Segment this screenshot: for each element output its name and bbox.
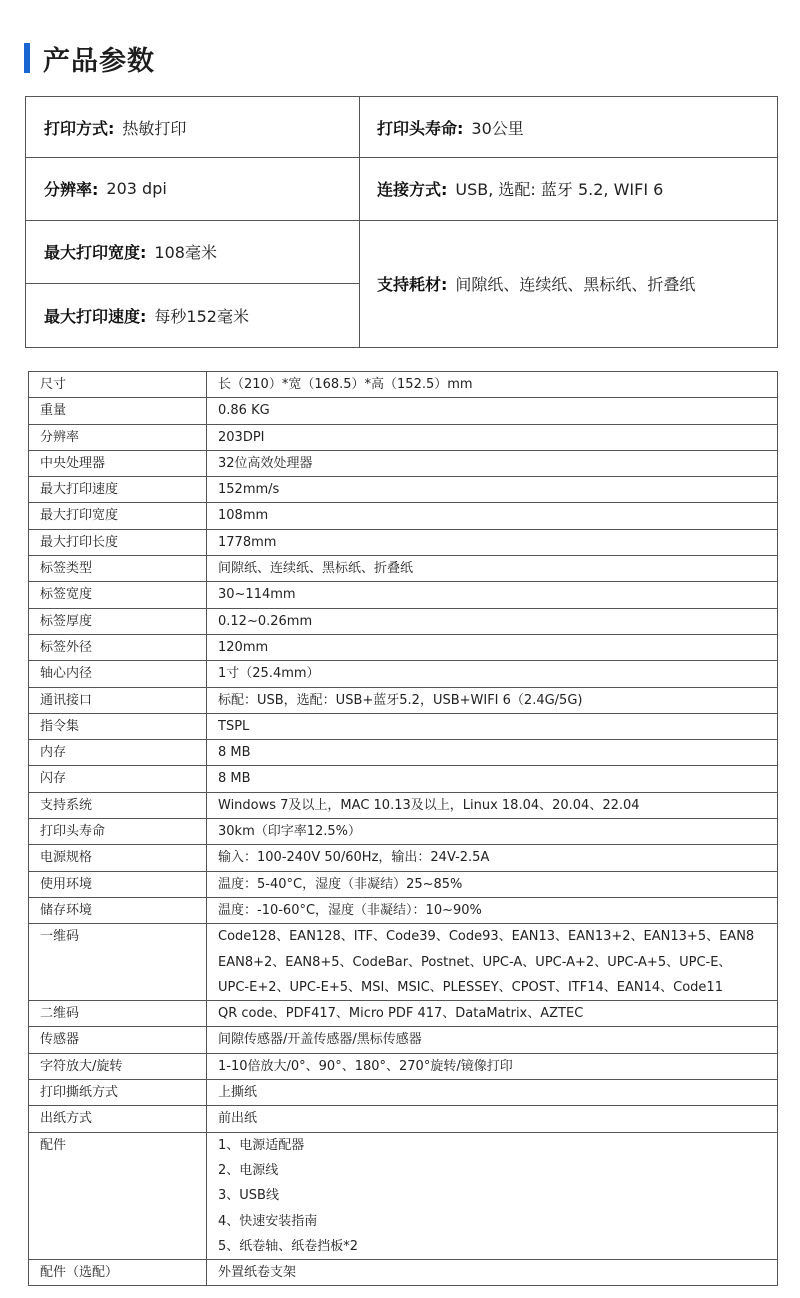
spec-value-line: 0.86 KG	[218, 403, 270, 419]
spec-value	[207, 1260, 778, 1286]
spec-row	[29, 1260, 778, 1286]
spec-value	[207, 450, 778, 476]
spec-key: 标签外径	[29, 634, 207, 660]
spec-table	[28, 371, 778, 1286]
summary-grid	[25, 96, 778, 348]
summary-label: 分辨率:	[44, 180, 99, 199]
summary-max-speed	[26, 283, 359, 347]
spec-value	[207, 819, 778, 845]
spec-row	[29, 687, 778, 713]
summary-label: 支持耗材:	[377, 275, 448, 294]
spec-row	[29, 897, 778, 923]
spec-row	[29, 529, 778, 555]
spec-row	[29, 1053, 778, 1079]
spec-key: 二维码	[29, 1001, 207, 1027]
spec-row	[29, 792, 778, 818]
spec-value	[207, 424, 778, 450]
summary-label: 打印方式:	[44, 118, 115, 138]
summary-connection	[359, 157, 777, 220]
spec-row	[29, 582, 778, 608]
spec-value	[207, 503, 778, 529]
spec-value-line: 0.12~0.26mm	[218, 613, 313, 629]
spec-key: 字符放大/旋转	[29, 1053, 207, 1079]
spec-row	[29, 1132, 778, 1259]
spec-value	[207, 1027, 778, 1053]
spec-value-line: 108mm	[218, 508, 269, 524]
spec-value-line: TSPL	[218, 718, 250, 734]
summary-value: USB, 选配: 蓝牙 5.2, WIFI 6	[455, 180, 664, 199]
spec-value	[207, 845, 778, 871]
spec-value-line: 1寸（25.4mm）	[218, 666, 320, 682]
spec-key: 分辨率	[29, 424, 207, 450]
summary-value: 间隙纸、连续纸、黑标纸、折叠纸	[455, 275, 696, 294]
summary-value: 203 dpi	[106, 179, 167, 198]
spec-key: 电源规格	[29, 845, 207, 871]
spec-key: 使用环境	[29, 871, 207, 897]
spec-key: 打印撕纸方式	[29, 1080, 207, 1106]
spec-value	[207, 477, 778, 503]
summary-head-life	[359, 97, 777, 157]
spec-row	[29, 845, 778, 871]
spec-row	[29, 819, 778, 845]
spec-row	[29, 1106, 778, 1132]
spec-value	[207, 792, 778, 818]
spec-key: 通讯接口	[29, 687, 207, 713]
spec-value-line: 标配：USB，选配：USB+蓝牙5.2，USB+WIFI 6（2.4G/5G)	[218, 692, 583, 708]
summary-label: 最大打印宽度:	[44, 243, 147, 262]
summary-label: 连接方式:	[377, 180, 448, 199]
spec-value-line: EAN8+2、EAN8+5、CodeBar、Postnet、UPC-A、UPC-A+2、UPC-A+5、UPC-E、	[218, 954, 732, 970]
spec-value-line: 8 MB	[218, 771, 251, 787]
header-accent-bar	[24, 43, 30, 73]
spec-row	[29, 661, 778, 687]
spec-value-line: 32位高效处理器	[218, 455, 313, 471]
spec-value	[207, 897, 778, 923]
spec-row	[29, 634, 778, 660]
spec-value	[207, 1053, 778, 1079]
spec-value	[207, 608, 778, 634]
spec-value	[207, 634, 778, 660]
spec-value	[207, 1106, 778, 1132]
spec-row	[29, 450, 778, 476]
spec-key: 配件（选配）	[29, 1260, 207, 1286]
spec-value-line: Windows 7及以上，MAC 10.13及以上，Linux 18.04、20.04、22.04	[218, 797, 640, 813]
spec-value-line: 1778mm	[218, 534, 277, 550]
spec-value-line: 间隙传感器/开盖传感器/黑标传感器	[218, 1032, 422, 1048]
spec-value-line: 2、电源线	[218, 1162, 279, 1178]
spec-value	[207, 766, 778, 792]
spec-key: 出纸方式	[29, 1106, 207, 1132]
spec-row	[29, 924, 778, 1001]
spec-key: 打印头寿命	[29, 819, 207, 845]
spec-value-line: 间隙纸、连续纸、黑标纸、折叠纸	[218, 561, 414, 577]
spec-value	[207, 871, 778, 897]
summary-print-method	[26, 97, 359, 157]
spec-key: 闪存	[29, 766, 207, 792]
spec-value-line: 4、快速安装指南	[218, 1213, 318, 1229]
summary-value: 30公里	[471, 118, 524, 138]
spec-key: 配件	[29, 1132, 207, 1259]
spec-value	[207, 529, 778, 555]
spec-key: 储存环境	[29, 897, 207, 923]
spec-key: 标签厚度	[29, 608, 207, 634]
spec-row	[29, 871, 778, 897]
spec-row	[29, 608, 778, 634]
summary-resolution	[26, 157, 359, 220]
spec-value-line: 30km（印字率12.5%）	[218, 824, 362, 840]
spec-row	[29, 477, 778, 503]
spec-value-line: 外置纸卷支架	[218, 1265, 297, 1281]
spec-row	[29, 1001, 778, 1027]
spec-key: 轴心内径	[29, 661, 207, 687]
spec-value-line: 203DPI	[218, 429, 265, 445]
summary-label: 最大打印速度:	[44, 306, 147, 326]
spec-key: 最大打印速度	[29, 477, 207, 503]
spec-row	[29, 713, 778, 739]
spec-value	[207, 661, 778, 687]
summary-value: 每秒152毫米	[154, 306, 249, 326]
spec-value-line: 152mm/s	[218, 482, 280, 498]
spec-row	[29, 372, 778, 398]
spec-value-line: 30~114mm	[218, 587, 296, 603]
summary-label: 打印头寿命:	[377, 118, 464, 138]
spec-value	[207, 556, 778, 582]
spec-value-line: 温度：5-40°C，湿度（非凝结）25~85%	[218, 876, 463, 892]
spec-row	[29, 1080, 778, 1106]
spec-value	[207, 582, 778, 608]
summary-value: 108毫米	[154, 243, 217, 262]
spec-value-line: 5、纸卷轴、纸卷挡板*2	[218, 1238, 359, 1254]
spec-row	[29, 766, 778, 792]
spec-value	[207, 1001, 778, 1027]
spec-key: 尺寸	[29, 372, 207, 398]
spec-row	[29, 424, 778, 450]
spec-value	[207, 398, 778, 424]
spec-table-body	[29, 372, 778, 1286]
spec-value-line: UPC-E+2、UPC-E+5、MSI、MSIC、PLESSEY、CPOST、ITF14、EAN14、Code11	[218, 979, 723, 995]
spec-value-line: 120mm	[218, 639, 269, 655]
spec-key: 内存	[29, 740, 207, 766]
spec-row	[29, 1027, 778, 1053]
spec-value	[207, 687, 778, 713]
spec-value	[207, 924, 778, 1001]
spec-row	[29, 398, 778, 424]
spec-value-line: 前出纸	[218, 1111, 258, 1127]
spec-value-line: 输入：100-240V 50/60Hz，输出：24V-2.5A	[218, 850, 490, 866]
spec-value-line: 长（210）*宽（168.5）*高（152.5）mm	[218, 377, 473, 392]
spec-value	[207, 713, 778, 739]
summary-consumables	[359, 220, 777, 347]
spec-key: 传感器	[29, 1027, 207, 1053]
spec-row	[29, 503, 778, 529]
summary-value: 热敏打印	[122, 118, 187, 138]
spec-value-line: Code128、EAN128、ITF、Code39、Code93、EAN13、EAN13+2、EAN13+5、EAN8	[218, 929, 755, 945]
section-header	[24, 40, 155, 76]
spec-value-line: 上撕纸	[218, 1085, 258, 1101]
spec-value-line: 1-10倍放大/0°、90°、180°、270°旋转/镜像打印	[218, 1058, 513, 1074]
summary-max-width	[26, 220, 359, 283]
spec-key: 一维码	[29, 924, 207, 1001]
spec-value-line: QR code、PDF417、Micro PDF 417、DataMatrix、AZTEC	[218, 1006, 584, 1022]
spec-key: 指令集	[29, 713, 207, 739]
spec-value	[207, 372, 778, 398]
spec-value	[207, 740, 778, 766]
spec-key: 中央处理器	[29, 450, 207, 476]
spec-value-line: 温度：-10-60°C，湿度（非凝结）：10~90%	[218, 902, 482, 918]
spec-value-line: 1、电源适配器	[218, 1137, 305, 1153]
spec-key: 重量	[29, 398, 207, 424]
spec-key: 标签类型	[29, 556, 207, 582]
spec-value-line: 3、USB线	[218, 1188, 279, 1204]
spec-key: 标签宽度	[29, 582, 207, 608]
spec-key: 最大打印长度	[29, 529, 207, 555]
page-title: 产品参数	[43, 45, 155, 77]
spec-value	[207, 1080, 778, 1106]
spec-row	[29, 556, 778, 582]
spec-value-line: 8 MB	[218, 745, 251, 761]
spec-key: 支持系统	[29, 792, 207, 818]
spec-row	[29, 740, 778, 766]
spec-key: 最大打印宽度	[29, 503, 207, 529]
spec-value	[207, 1132, 778, 1259]
